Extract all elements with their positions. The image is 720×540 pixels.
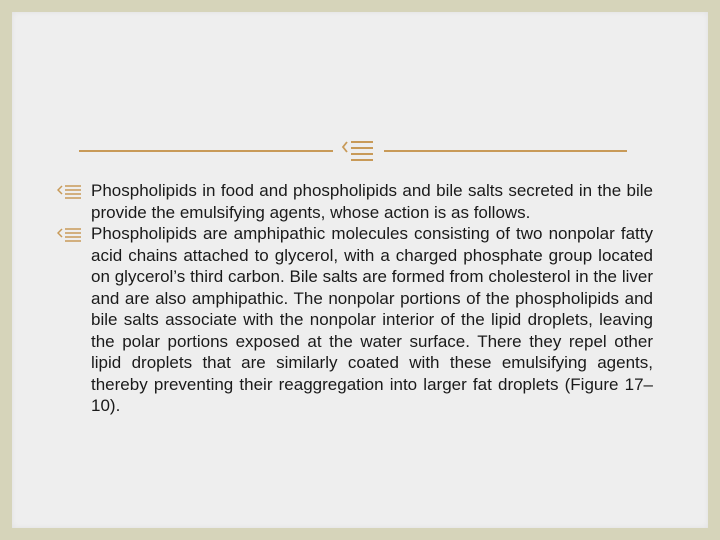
bullet-text: Phospholipids are amphipathic molecules consisting of two nonpolar fatty acid chains attached to glycerol, with a charged phosphate group located on glycerol’s third carbon. Bile salts are formed from cholesterol in the liver and are also amphipathic. The nonpolar portions of the phospholipids and bile salts associate with the nonpolar interior of the lipid droplets, leaving the polar portions exposed at the water surface. There they repel other lipid droplets that are similarly coated with these emulsifying agents, thereby preventing their reaggregation into larger fat droplets (Figure 17–10). <box>91 224 653 415</box>
bullet-text: Phospholipids in food and phospholipids and bile salts secreted in the bile provide the emulsifying agents, whose action is as follows. <box>91 181 653 222</box>
divider-line-left <box>79 150 333 152</box>
bullet-lines-icon <box>57 227 83 243</box>
bullet-lines-icon <box>341 139 375 163</box>
title-divider <box>79 139 627 163</box>
bullet-item <box>57 223 653 417</box>
slide-body <box>57 180 653 417</box>
bullet-lines-icon <box>57 184 83 200</box>
bullet-item <box>57 180 653 223</box>
divider-line-right <box>384 150 627 152</box>
